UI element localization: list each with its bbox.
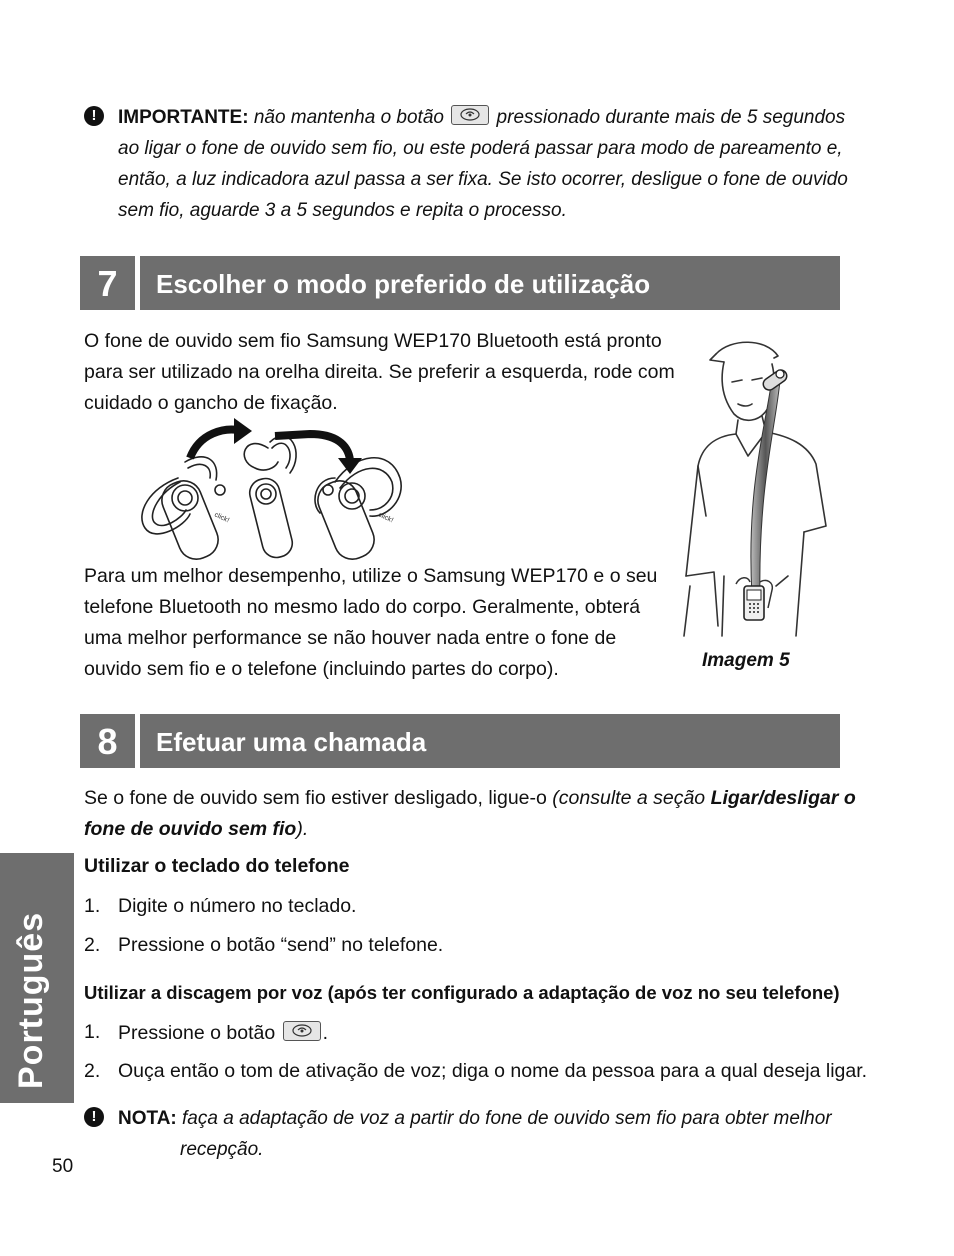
nota-label: NOTA:: [118, 1108, 177, 1129]
figure-caption: Imagem 5: [702, 650, 790, 671]
list-item: [84, 895, 784, 923]
section-8-header: [80, 714, 840, 768]
important-label: IMPORTANTE:: [118, 107, 249, 128]
exclamation-icon: !: [84, 106, 104, 126]
list-text-end: .: [322, 1022, 329, 1044]
list-text: Ouça então o tom de ativação de voz; diga o nome da pessoa para a qual deseja ligar.: [118, 1060, 868, 1082]
nota-line1: faça a adaptação de voz a partir do fone de ouvido sem fio para obter melhor: [182, 1108, 832, 1129]
list-text: Pressione o botão “send” no telefone.: [118, 934, 444, 956]
section-7-paragraph-2: [84, 561, 657, 685]
section-7-title: Escolher o modo preferido de utilização: [140, 256, 840, 310]
click-label-right: click!: [377, 511, 395, 525]
important-text-before: não mantenha o botão: [253, 107, 444, 128]
important-text-after: pressionado durante mais de 5 segundos: [496, 107, 846, 128]
page-number: 50: [52, 1156, 74, 1177]
section-7-header: [80, 256, 840, 310]
nota-note: [84, 1103, 834, 1165]
list-item: [84, 1021, 784, 1049]
list-text: Digite o número no teclado.: [118, 895, 357, 917]
language-label: Português: [12, 911, 50, 1089]
nota-line2: recepção.: [180, 1139, 264, 1160]
text-line: para ser utilizado na orelha direita. Se preferir a esquerda, rode com: [84, 361, 675, 383]
section-7-number: 7: [80, 256, 135, 310]
text-line: O fone de ouvido sem fio Samsung WEP170 Bluetooth está pronto: [84, 330, 662, 352]
intro-link-b: fone de ouvido sem fio: [84, 818, 297, 840]
earhook-rotation-illustration: [130, 418, 420, 563]
intro-text: Se o fone de ouvido sem fio estiver desligado, ligue-o: [84, 787, 553, 809]
intro-link-a: Ligar/desligar o: [710, 787, 856, 809]
text-line: uma melhor performance se não houver nada entre o fone de: [84, 627, 617, 649]
important-line3: então, a luz indicadora azul passa a ser fixa. Se isto ocorrer, desligue o fone de ouvido: [118, 169, 848, 190]
section-7-paragraph-1: [84, 326, 675, 419]
list-number: 1.: [84, 1021, 101, 1043]
text-line: telefone Bluetooth no mesmo lado do corpo. Geralmente, obterá: [84, 596, 641, 618]
talk-button-icon: [283, 1021, 321, 1041]
click-label-left: click!: [213, 511, 231, 525]
text-line: cuidado o gancho de fixação.: [84, 392, 338, 414]
text-line: Para um melhor desempenho, utilize o Samsung WEP170 e o seu: [84, 565, 658, 587]
list-number: 2.: [84, 934, 101, 956]
intro-close: ).: [296, 818, 309, 840]
important-line2: ao ligar o fone de ouvido sem fio, ou este poderá passar para modo de pareamento e,: [118, 138, 843, 159]
section-8-intro: [84, 783, 856, 845]
important-line4: sem fio, aguarde 3 a 5 segundos e repita o processo.: [118, 200, 567, 221]
exclamation-icon: !: [84, 1107, 104, 1127]
subheading-keypad: Utilizar o teclado do telefone: [84, 855, 350, 877]
list-text: Pressione o botão: [118, 1022, 276, 1044]
list-item: [84, 1060, 868, 1088]
important-note: [84, 102, 848, 226]
language-side-tab: [0, 853, 74, 1103]
text-line: ouvido sem fio e o telefone (incluindo partes do corpo).: [84, 658, 559, 680]
man-with-headset-illustration: [676, 336, 836, 642]
list-number: 1.: [84, 895, 101, 917]
list-item: [84, 934, 784, 962]
section-8-title: Efetuar uma chamada: [140, 714, 840, 768]
list-number: 2.: [84, 1060, 101, 1082]
section-8-number: 8: [80, 714, 135, 768]
intro-ref: (consulte a seção: [552, 787, 711, 809]
talk-button-icon: [451, 105, 489, 125]
subheading-voice-dial: Utilizar a discagem por voz (após ter configurado a adaptação de voz no seu telefone): [84, 982, 840, 1003]
